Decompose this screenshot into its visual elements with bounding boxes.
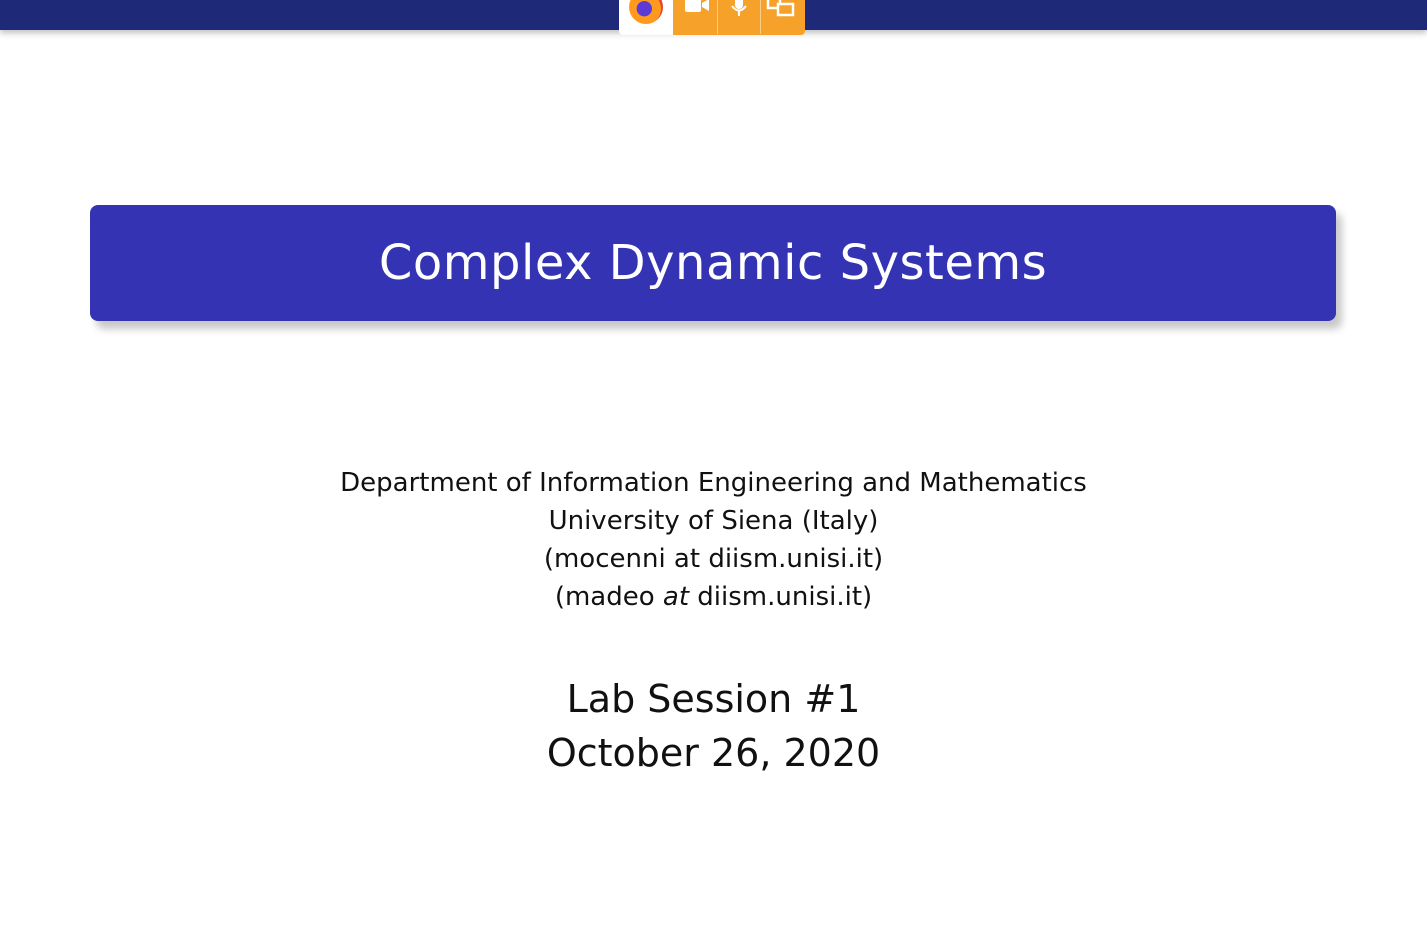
university-text: University of Siena (Italy): [548, 506, 879, 536]
microphone-icon[interactable]: [724, 0, 754, 16]
session-date: October 26, 2020: [546, 731, 881, 775]
contact-email-2: [0, 578, 1427, 616]
divider: [760, 0, 761, 34]
camera-icon[interactable]: [682, 0, 712, 16]
contact-email-2-at: at: [662, 582, 690, 612]
media-sharing-controls[interactable]: [673, 0, 805, 35]
affiliation-block: [0, 464, 1427, 616]
contact-email-2-suffix: diism.unisi.it): [689, 582, 873, 612]
slide-title-block: [90, 205, 1336, 321]
contact-email-2-prefix: (madeo: [554, 582, 663, 612]
sharing-indicator[interactable]: [619, 0, 805, 35]
session-block: [0, 672, 1427, 780]
department-text: Department of Information Engineering and Mathematics: [340, 468, 1087, 498]
session-label: Lab Session #1: [566, 677, 861, 721]
screen-share-icon[interactable]: [766, 0, 796, 16]
firefox-icon: [629, 0, 663, 24]
slide-title: Complex Dynamic Systems: [378, 235, 1048, 291]
browser-logo-box: [619, 0, 673, 35]
contact-email-1: (mocenni at diism.unisi.it): [543, 544, 884, 574]
divider: [717, 0, 718, 34]
